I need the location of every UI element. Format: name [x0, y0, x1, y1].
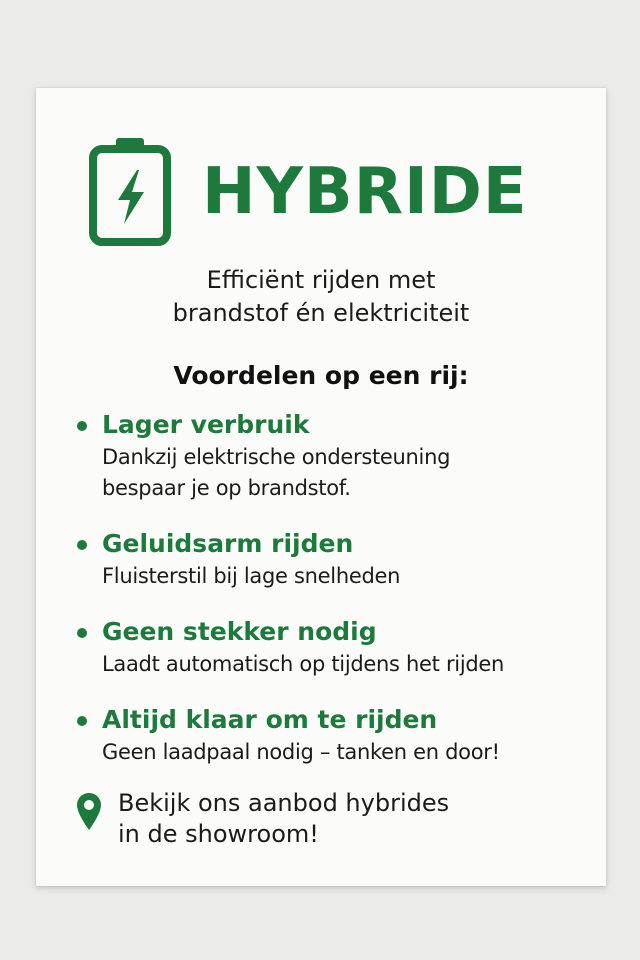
benefit-title: Lager verbruik [102, 410, 310, 439]
poster [36, 88, 606, 886]
showroom-callout [76, 788, 449, 850]
bullet-icon [77, 421, 87, 431]
bullet-icon [77, 628, 87, 638]
showroom-text-line: Bekijk ons aanbod hybrides [118, 789, 450, 817]
benefit-description: Laadt automatisch op tijdens het rijden [102, 652, 505, 676]
poster-header [88, 136, 528, 246]
benefit-title: Altijd klaar om te rijden [102, 705, 438, 734]
showroom-text-line: in de showroom! [118, 820, 319, 848]
benefit-item [74, 615, 594, 680]
benefit-title: Geluidsarm rijden [102, 529, 354, 558]
benefit-item [74, 703, 594, 768]
bullet-icon [77, 540, 87, 550]
section-heading: Voordelen op een rij: [173, 361, 469, 390]
subtitle-line: brandstof én elektriciteit [172, 299, 470, 327]
benefit-description: Geen laadpaal nodig – tanken en door! [102, 740, 500, 764]
benefit-item [74, 527, 594, 592]
benefit-description: bespaar je op brandstof. [102, 476, 351, 500]
page-title: HYBRIDE [202, 155, 528, 229]
subtitle [36, 264, 606, 330]
subtitle-line: Efficiënt rijden met [206, 266, 436, 294]
showroom-text [118, 788, 449, 850]
benefit-item [74, 408, 594, 504]
location-pin-icon [76, 792, 102, 832]
benefit-description: Fluisterstil bij lage snelheden [102, 564, 401, 588]
benefit-description: Dankzij elektrische ondersteuning [102, 445, 451, 469]
bullet-icon [77, 716, 87, 726]
benefit-title: Geen stekker nodig [102, 617, 377, 646]
benefits-list [74, 408, 594, 791]
battery-bolt-icon [88, 136, 172, 246]
